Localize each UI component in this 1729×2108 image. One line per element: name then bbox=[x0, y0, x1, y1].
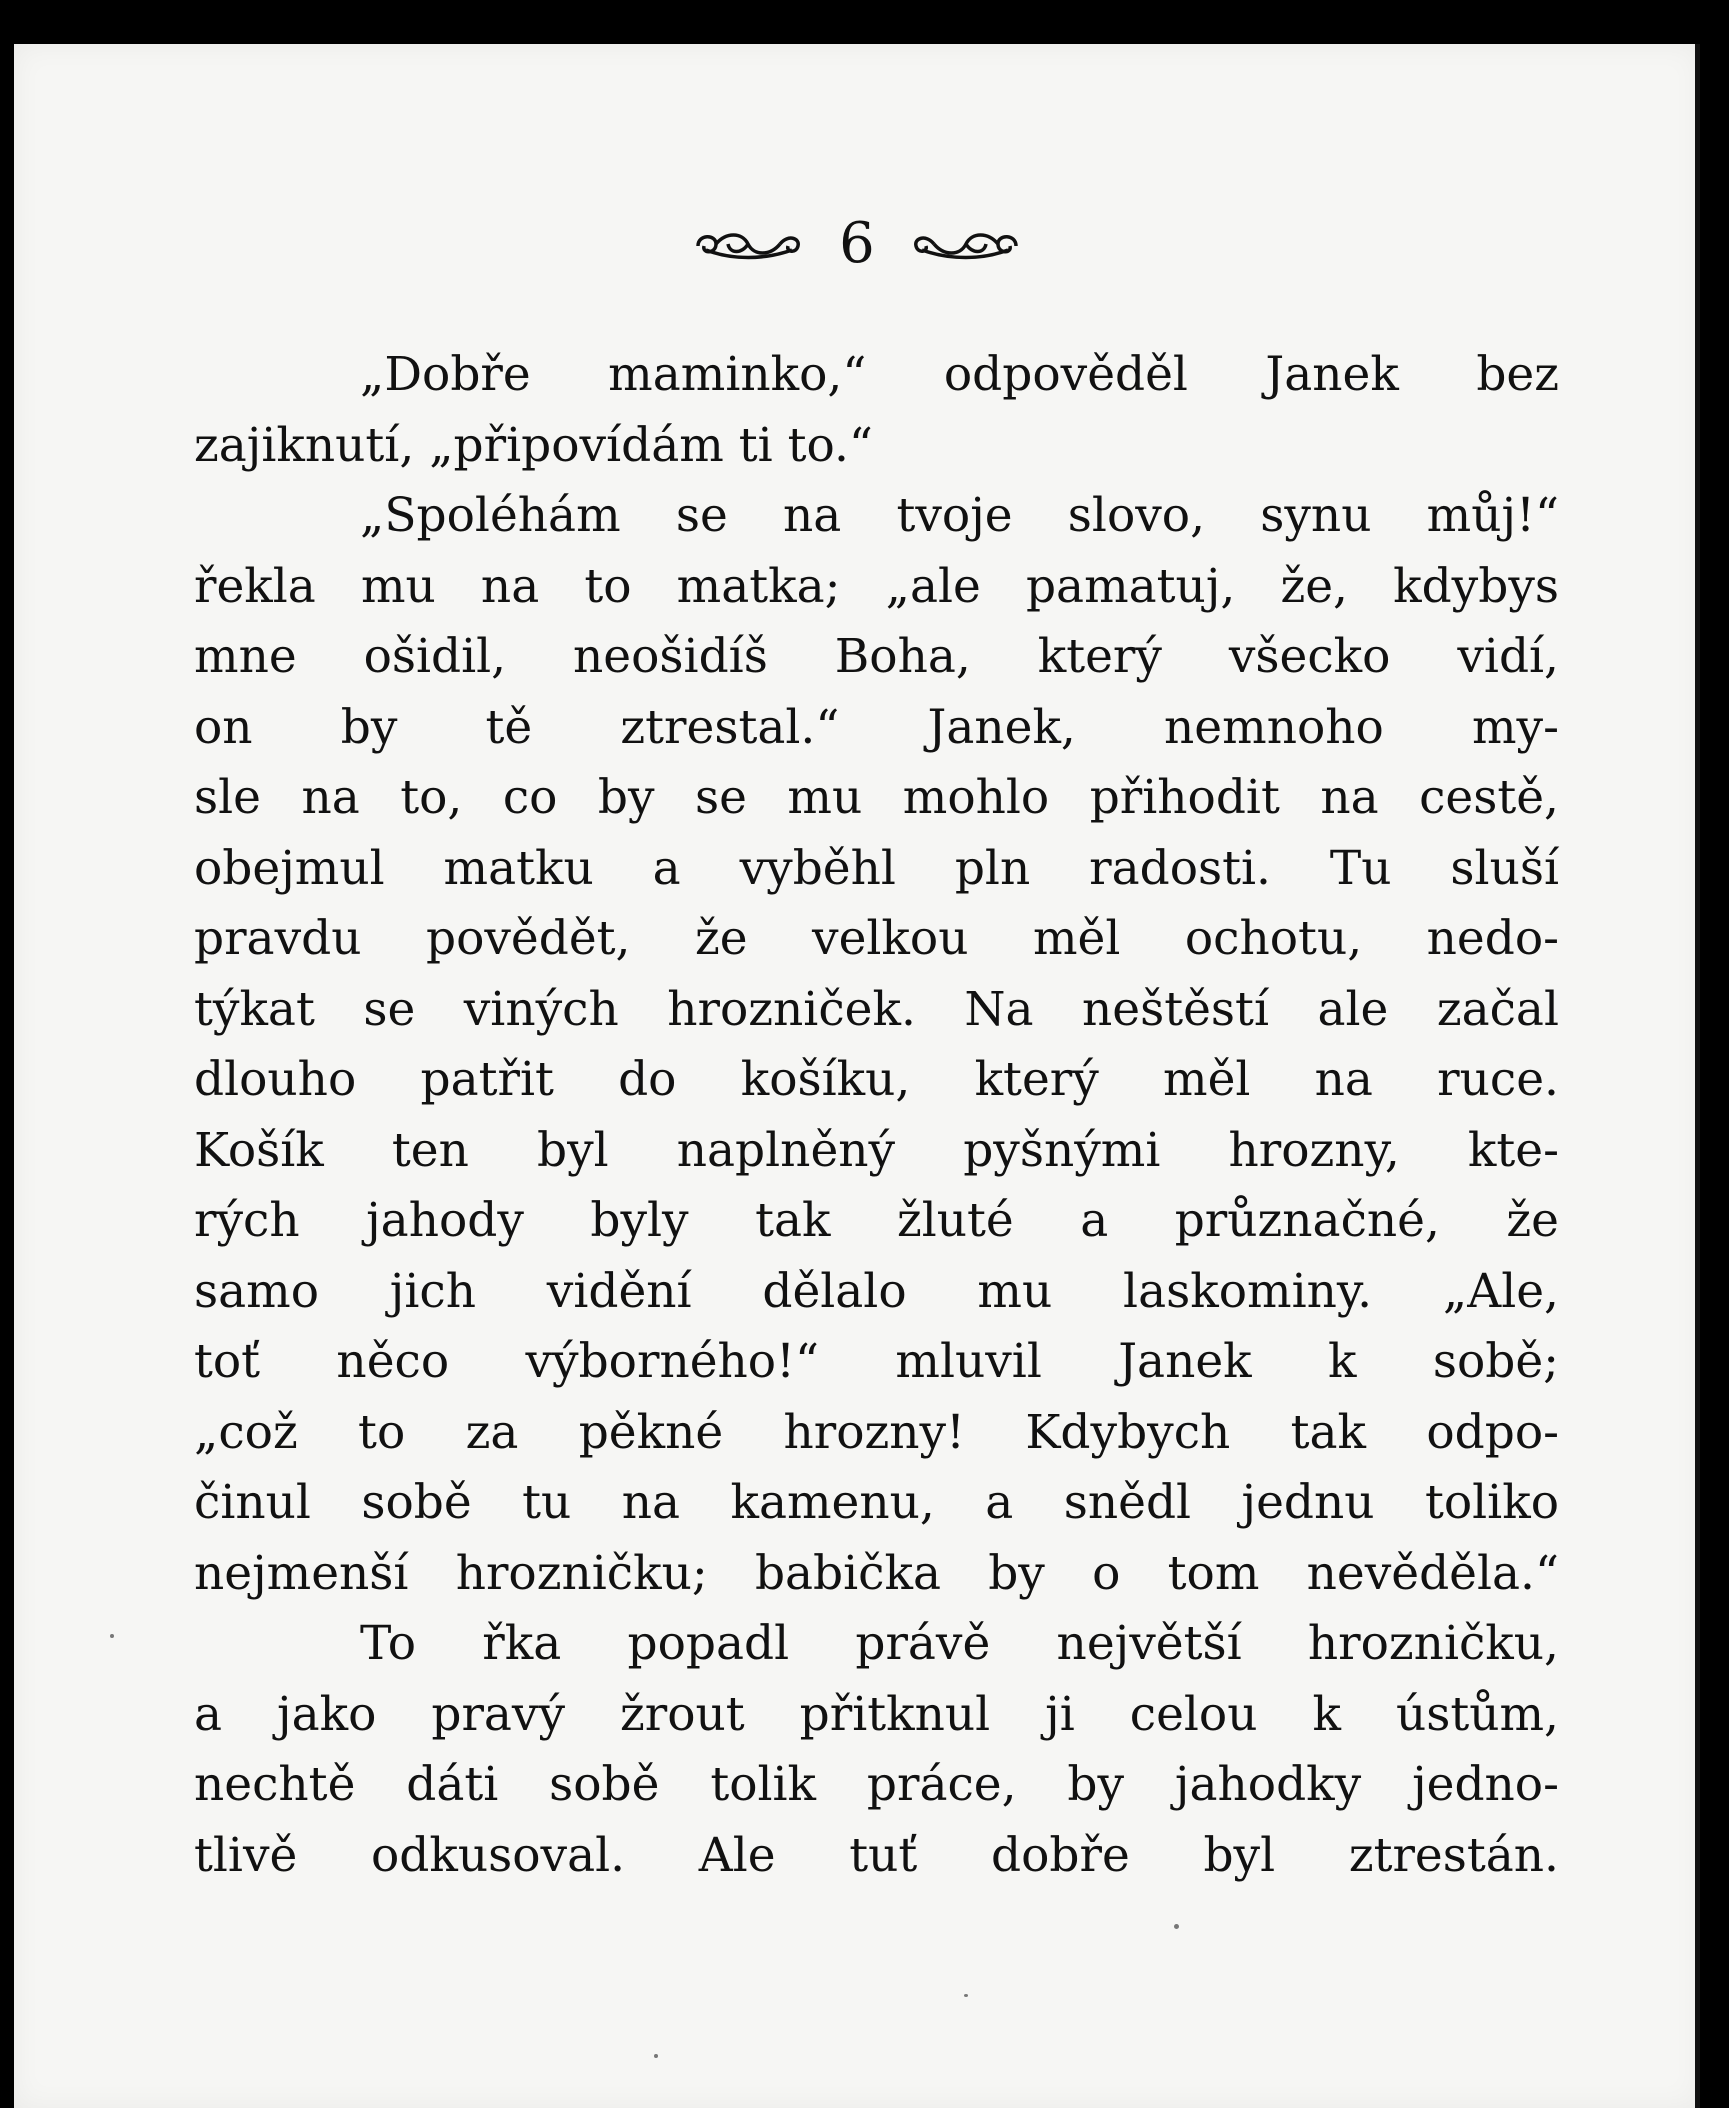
text-line: pravdu povědět, že velkou měl ochotu, nedo- bbox=[194, 911, 1559, 966]
paper-speck bbox=[964, 1994, 968, 1997]
text-line: nejmenší hrozničku; babička by o tom nevěděla.“ bbox=[194, 1545, 1559, 1601]
page-edge-line bbox=[1695, 44, 1700, 2108]
text-line: „Dobře maminko,“ odpověděl Janek bez bbox=[360, 347, 1559, 402]
text-line: samo jich vidění dělalo mu laskominy. „Ale, bbox=[194, 1263, 1559, 1319]
text-line: tlivě odkusoval. Ale tuť dobře byl ztrestán. bbox=[194, 1827, 1559, 1883]
text-line: činul sobě tu na kamenu, a snědl jednu toliko bbox=[194, 1475, 1559, 1530]
paper-speck bbox=[654, 2054, 658, 2058]
text-line: on by tě ztrestal.“ Janek, nemnoho my- bbox=[194, 699, 1559, 755]
ornament-right-icon bbox=[910, 224, 1022, 264]
text-line: „což to za pěkné hrozny! Kdybych tak odpo- bbox=[194, 1404, 1559, 1460]
ornament-left-icon bbox=[692, 224, 804, 264]
text-line: obejmul matku a vyběhl pln radosti. Tu sluší bbox=[194, 840, 1559, 896]
text-line: zajiknutí, „připovídám ti to.“ bbox=[194, 417, 873, 473]
text-line: týkat se viných hrozniček. Na neštěstí ale začal bbox=[194, 981, 1559, 1037]
text-line: toť něco výborného!“ mluvil Janek k sobě; bbox=[194, 1334, 1559, 1389]
text-line: a jako pravý žrout přitknul ji celou k ústům, bbox=[194, 1686, 1559, 1742]
paper-speck bbox=[1174, 1924, 1179, 1929]
book-page bbox=[14, 44, 1700, 2108]
text-line: To řka popadl právě největší hrozničku, bbox=[360, 1616, 1559, 1671]
text-line: nechtě dáti sobě tolik práce, by jahodky jedno- bbox=[194, 1757, 1559, 1812]
page-number: 6 bbox=[839, 211, 875, 276]
text-line: mne ošidil, neošidíš Boha, který všecko vidí, bbox=[194, 629, 1559, 684]
text-line: dlouho patřit do košíku, který měl na ruce. bbox=[194, 1052, 1559, 1107]
text-line: sle na to, co by se mu mohlo přihodit na cestě, bbox=[194, 770, 1559, 825]
body-text bbox=[194, 340, 1559, 1891]
text-line: řekla mu na to matka; „ale pamatuj, že, kdybys bbox=[194, 558, 1559, 614]
text-line: rých jahody byly tak žluté a průznačné, že bbox=[194, 1193, 1559, 1248]
page-header bbox=[14, 211, 1700, 286]
paragraph-container bbox=[194, 340, 1559, 1891]
text-line: „Spoléhám se na tvoje slovo, synu můj!“ bbox=[360, 488, 1559, 543]
paper-speck bbox=[110, 1634, 114, 1638]
text-line: Košík ten byl naplněný pyšnými hrozny, kte- bbox=[194, 1122, 1559, 1178]
